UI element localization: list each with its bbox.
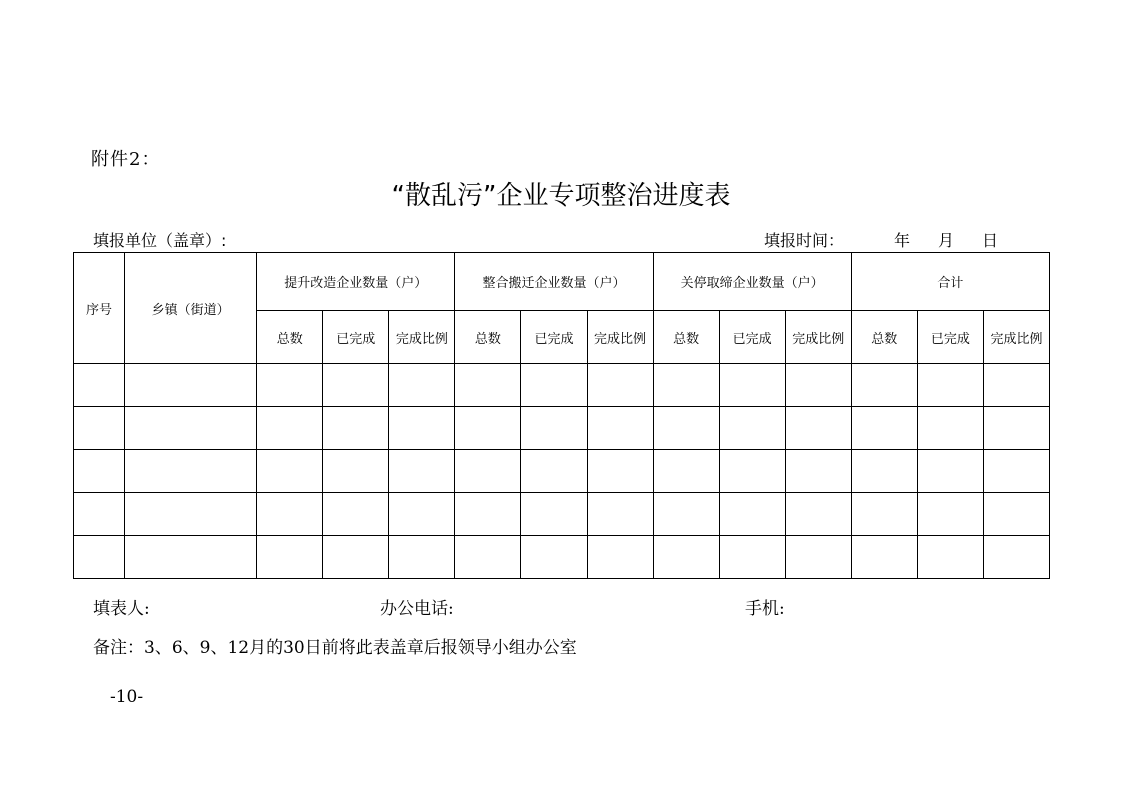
table-cell[interactable] — [653, 493, 719, 536]
table-cell[interactable] — [917, 536, 983, 579]
table-cell[interactable] — [983, 364, 1049, 407]
table-cell[interactable] — [851, 536, 917, 579]
table-cell[interactable] — [455, 450, 521, 493]
table-header-row — [74, 253, 1050, 311]
subheader-completed: 已完成 — [917, 311, 983, 364]
table-cell[interactable] — [521, 407, 587, 450]
table-cell[interactable] — [74, 450, 125, 493]
footer-filler-label: 填表人: — [93, 599, 150, 619]
remark-note: 备注：3、6、9、12月的30日前将此表盖章后报领导小组办公室 — [93, 638, 577, 658]
table-cell[interactable] — [587, 407, 653, 450]
table-cell[interactable] — [323, 407, 389, 450]
subheader-ratio: 完成比例 — [785, 311, 851, 364]
table-cell[interactable] — [389, 364, 455, 407]
table-cell[interactable] — [851, 364, 917, 407]
fill-time-day: 日 — [982, 231, 999, 250]
table-cell[interactable] — [917, 493, 983, 536]
header-group-upgrade: 提升改造企业数量（户） — [257, 253, 455, 311]
table-cell[interactable] — [917, 407, 983, 450]
fill-time-year: 年 — [894, 231, 911, 250]
table-cell[interactable] — [257, 493, 323, 536]
subheader-total: 总数 — [851, 311, 917, 364]
subheader-completed: 已完成 — [719, 311, 785, 364]
table-cell[interactable] — [719, 493, 785, 536]
attachment-label: 附件2： — [91, 149, 161, 170]
table-cell[interactable] — [653, 364, 719, 407]
header-group-relocate: 整合搬迁企业数量（户） — [455, 253, 653, 311]
table-cell[interactable] — [455, 493, 521, 536]
table-cell[interactable] — [851, 407, 917, 450]
page-number: -10- — [110, 687, 144, 707]
table-cell[interactable] — [389, 407, 455, 450]
table-cell[interactable] — [719, 407, 785, 450]
table-cell[interactable] — [785, 407, 851, 450]
subheader-total: 总数 — [653, 311, 719, 364]
table-cell[interactable] — [389, 450, 455, 493]
subheader-total: 总数 — [257, 311, 323, 364]
table-row — [74, 493, 1050, 536]
table-cell[interactable] — [983, 493, 1049, 536]
header-town: 乡镇（街道） — [125, 253, 257, 364]
table-cell[interactable] — [125, 536, 257, 579]
table-row — [74, 536, 1050, 579]
header-group-total: 合计 — [851, 253, 1049, 311]
table-cell[interactable] — [455, 536, 521, 579]
header-group-close: 关停取缔企业数量（户） — [653, 253, 851, 311]
table-cell[interactable] — [653, 407, 719, 450]
table-cell[interactable] — [323, 493, 389, 536]
table-cell[interactable] — [719, 364, 785, 407]
table-cell[interactable] — [125, 450, 257, 493]
subheader-ratio: 完成比例 — [587, 311, 653, 364]
table-row — [74, 364, 1050, 407]
table-cell[interactable] — [917, 450, 983, 493]
table-cell[interactable] — [323, 536, 389, 579]
footer-mobile-label: 手机: — [745, 599, 785, 619]
subheader-completed: 已完成 — [323, 311, 389, 364]
table-cell[interactable] — [257, 364, 323, 407]
table-cell[interactable] — [785, 364, 851, 407]
subheader-completed: 已完成 — [521, 311, 587, 364]
table-cell[interactable] — [125, 364, 257, 407]
table-cell[interactable] — [257, 536, 323, 579]
table-cell[interactable] — [785, 450, 851, 493]
table-cell[interactable] — [74, 407, 125, 450]
table-cell[interactable] — [719, 536, 785, 579]
table-cell[interactable] — [653, 536, 719, 579]
table-cell[interactable] — [389, 536, 455, 579]
table-cell[interactable] — [257, 450, 323, 493]
table-cell[interactable] — [587, 493, 653, 536]
fill-time-month: 月 — [938, 231, 955, 250]
table-cell[interactable] — [323, 364, 389, 407]
table-cell[interactable] — [983, 536, 1049, 579]
table-cell[interactable] — [74, 536, 125, 579]
header-seq: 序号 — [74, 253, 125, 364]
table-cell[interactable] — [587, 536, 653, 579]
table-row — [74, 450, 1050, 493]
fill-time — [764, 228, 998, 251]
footer-office-phone-label: 办公电话: — [380, 599, 454, 619]
fill-time-label: 填报时间： — [764, 231, 845, 250]
table-cell[interactable] — [785, 493, 851, 536]
table-row — [74, 407, 1050, 450]
table-cell[interactable] — [653, 450, 719, 493]
table-cell[interactable] — [587, 450, 653, 493]
subheader-ratio: 完成比例 — [983, 311, 1049, 364]
table-cell[interactable] — [521, 364, 587, 407]
table-cell[interactable] — [125, 493, 257, 536]
table-cell[interactable] — [521, 536, 587, 579]
table-cell[interactable] — [917, 364, 983, 407]
table-cell[interactable] — [719, 450, 785, 493]
table-cell[interactable] — [521, 450, 587, 493]
fill-unit-label: 填报单位（盖章）: — [93, 231, 227, 250]
table-cell[interactable] — [983, 450, 1049, 493]
table-cell[interactable] — [74, 493, 125, 536]
table-cell[interactable] — [389, 493, 455, 536]
page-title: “散乱污”企业专项整治进度表 — [391, 181, 731, 211]
table-cell[interactable] — [851, 450, 917, 493]
table-cell[interactable] — [257, 407, 323, 450]
table-cell[interactable] — [851, 493, 917, 536]
table-cell[interactable] — [983, 407, 1049, 450]
table-cell[interactable] — [521, 493, 587, 536]
table-cell[interactable] — [587, 364, 653, 407]
table-cell[interactable] — [125, 407, 257, 450]
table-cell[interactable] — [785, 536, 851, 579]
table-cell[interactable] — [455, 364, 521, 407]
table-cell[interactable] — [323, 450, 389, 493]
table-cell[interactable] — [455, 407, 521, 450]
subheader-ratio: 完成比例 — [389, 311, 455, 364]
progress-table — [73, 252, 1050, 579]
subheader-total: 总数 — [455, 311, 521, 364]
table-cell[interactable] — [74, 364, 125, 407]
table-body — [74, 364, 1050, 579]
